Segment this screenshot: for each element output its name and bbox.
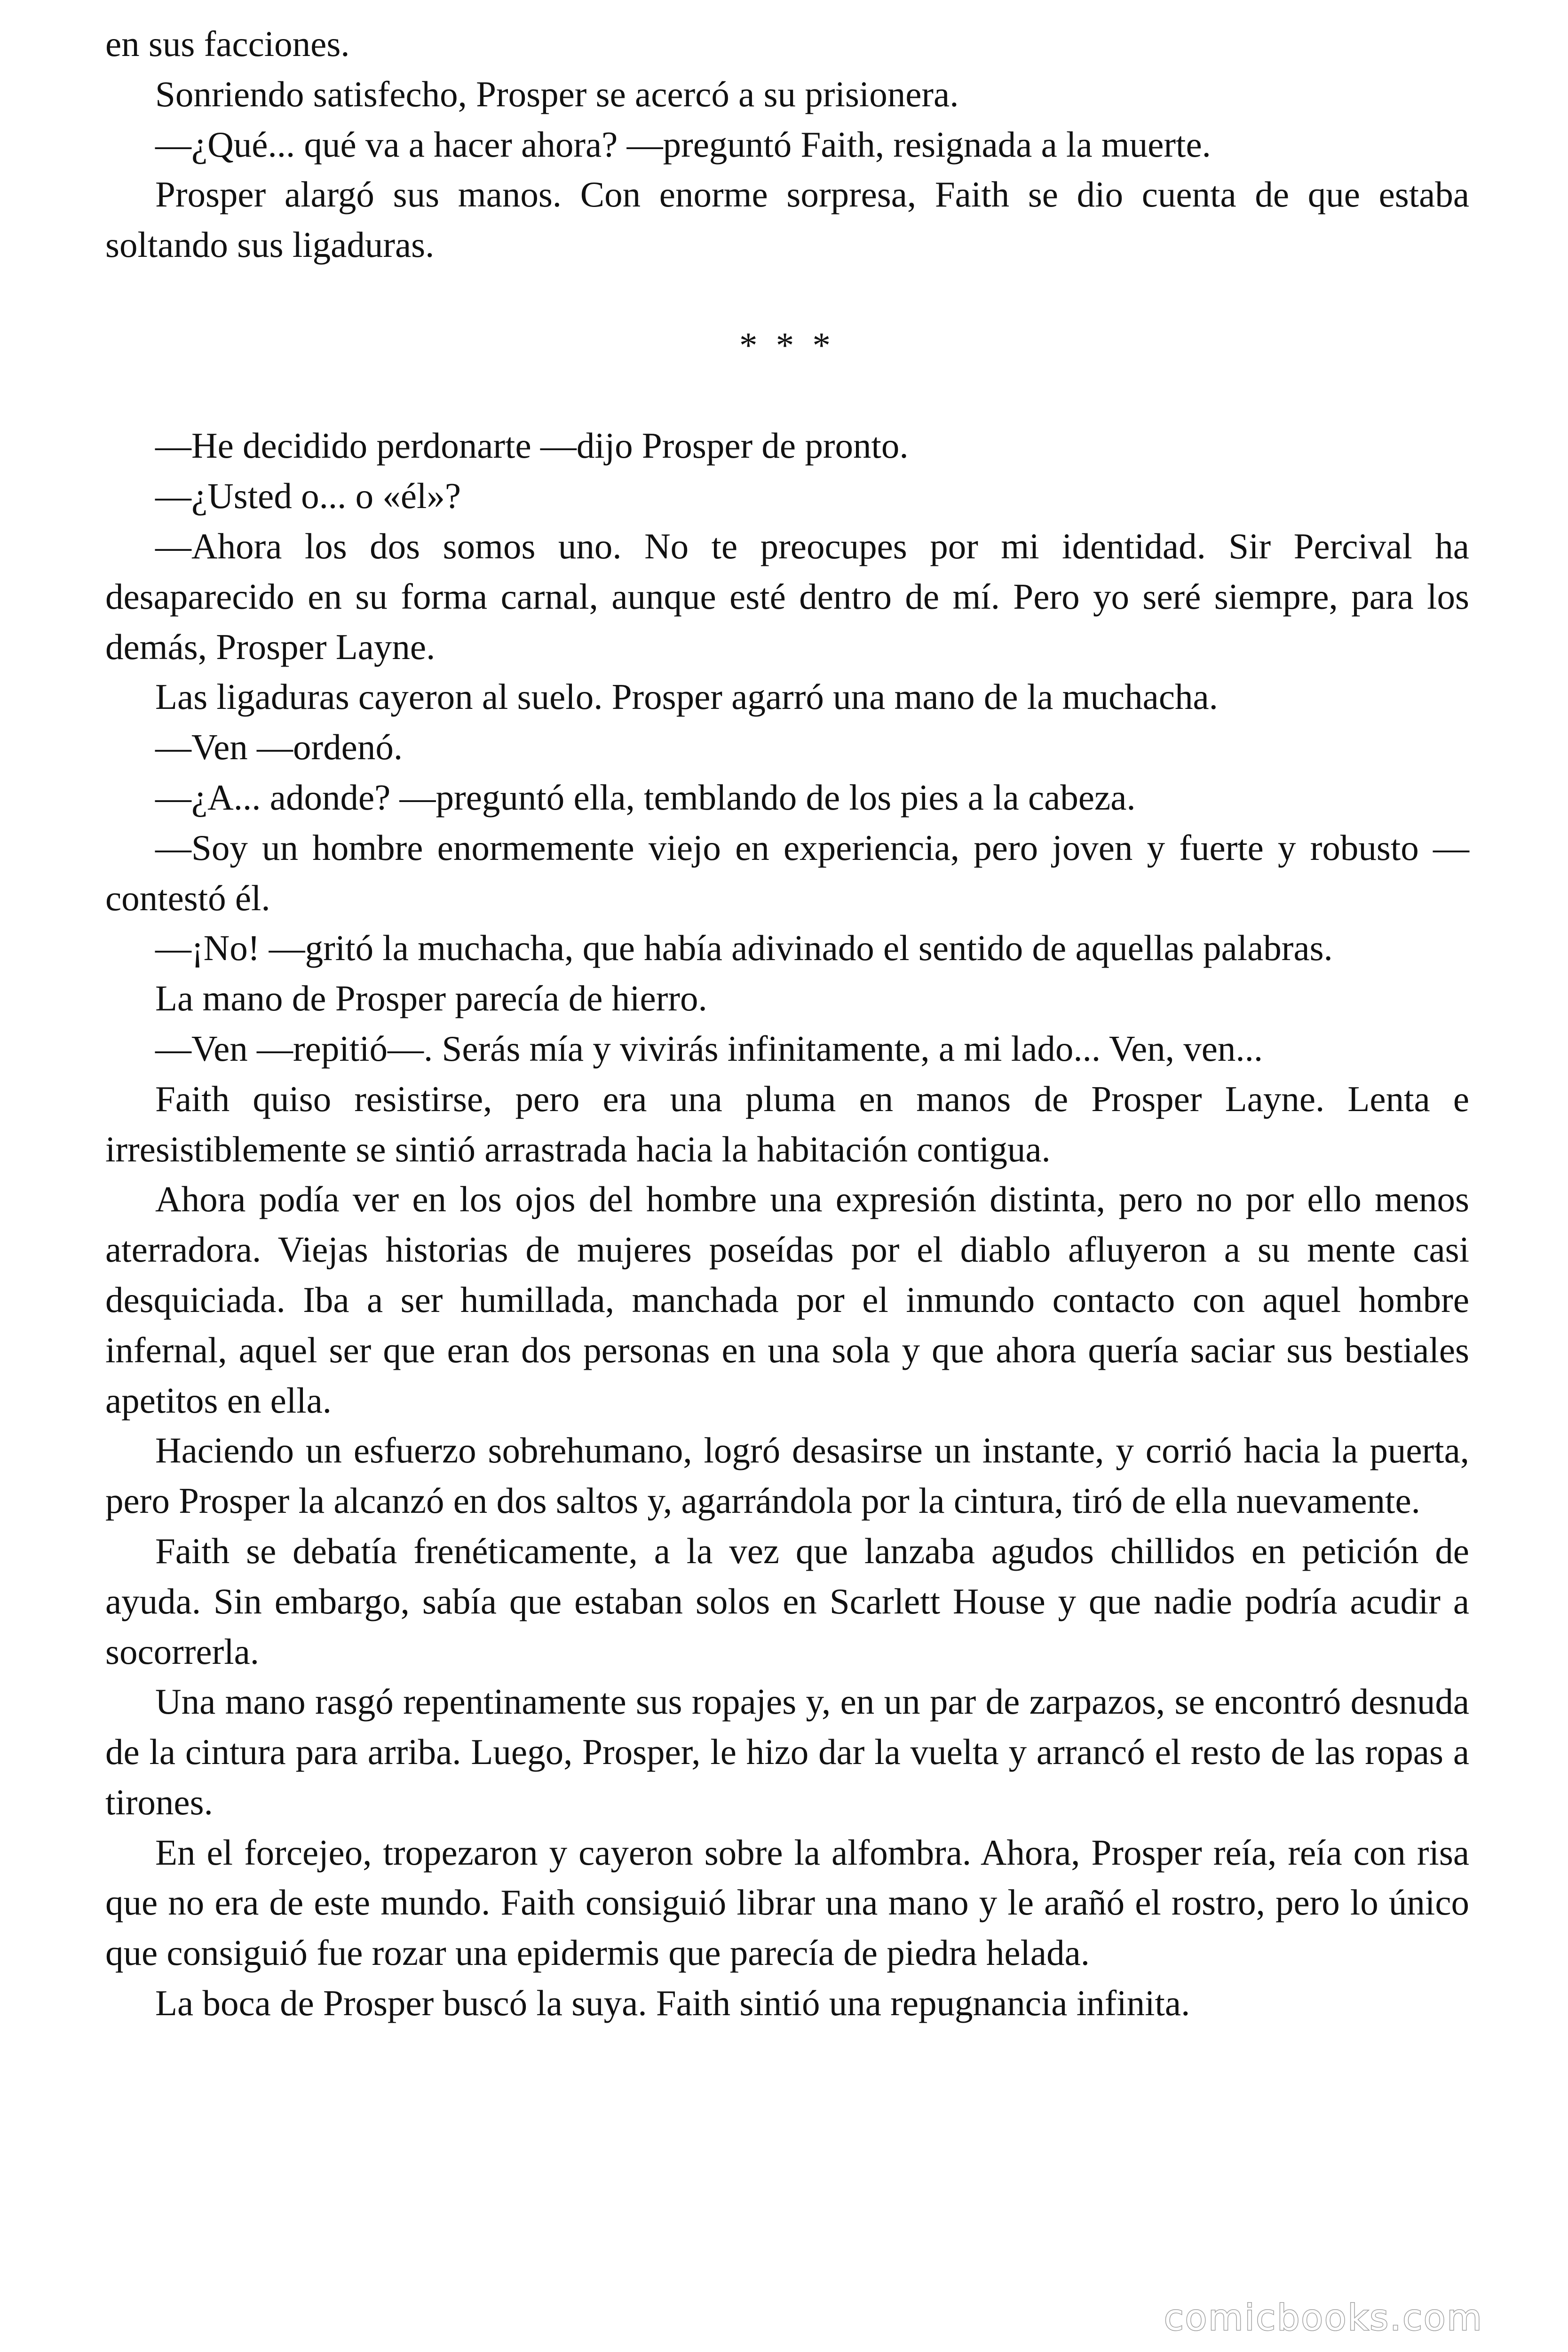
paragraph: —¿Qué... qué va a hacer ahora? —preguntó Faith, resignada a la muerte.: [155, 124, 1211, 165]
paragraph: Ahora podía ver en los ojos del hombre una expresión distinta, pero no por ello menos aterradora. Viejas historias de mujeres poseídas por el diablo afluyeron a su mente casi desquiciada. Iba a ser humillada, manchada por el inmundo contacto con aquel hombre infernal, aquel ser que eran dos personas en una sola y que ahora quería saciar sus bestiales apetitos en ella.: [105, 1179, 1469, 1421]
paragraph: Faith quiso resistirse, pero era una pluma en manos de Prosper Layne. Lenta e irresistiblemente se sintió arrastrada hacia la habitación contigua.: [105, 1078, 1469, 1169]
paragraph: —Ven —ordenó.: [155, 727, 403, 768]
paragraph: —Soy un hombre enormemente viejo en experiencia, pero joven y fuerte y robusto —contestó él.: [105, 827, 1469, 918]
paragraph: —He decidido perdonarte —dijo Prosper de pronto.: [155, 425, 909, 466]
paragraph: Faith se debatía frenéticamente, a la vez que lanzaba agudos chillidos en petición de ayuda. Sin embargo, sabía que estaban solos en Scarlett House y que nadie podría acudir a socorrerla.: [105, 1530, 1469, 1672]
paragraph: Sonriendo satisfecho, Prosper se acercó a su prisionera.: [155, 73, 959, 114]
paragraph: Haciendo un esfuerzo sobrehumano, logró desasirse un instante, y corrió hacia la puerta, pero Prosper la alcanzó en dos saltos y, agarrándola por la cintura, tiró de ella nuevamente.: [105, 1430, 1469, 1521]
paragraph: La mano de Prosper parecía de hierro.: [155, 978, 707, 1019]
paragraph: —Ven —repitió—. Serás mía y vivirás infinitamente, a mi lado... Ven, ven...: [155, 1028, 1263, 1069]
paragraph: —¿Usted o... o «él»?: [155, 476, 461, 516]
book-page-text: [105, 19, 1469, 2028]
paragraph: Las ligaduras cayeron al suelo. Prosper agarró una mano de la muchacha.: [155, 676, 1218, 717]
paragraph: —¡No! —gritó la muchacha, que había adivinado el sentido de aquellas palabras.: [155, 928, 1333, 969]
paragraph: Una mano rasgó repentinamente sus ropajes y, en un par de zarpazos, se encontró desnuda de la cintura para arriba. Luego, Prosper, le hizo dar la vuelta y arrancó el resto de las ropas a tirones.: [105, 1681, 1469, 1822]
paragraph: en sus facciones.: [105, 24, 350, 64]
watermark-text: comicbooks.com: [1164, 2296, 1483, 2338]
paragraph: —Ahora los dos somos uno. No te preocupes por mi identidad. Sir Percival ha desaparecido en su forma carnal, aunque esté dentro de mí. Pero yo seré siempre, para los demás, Prosper Layne.: [105, 525, 1469, 667]
paragraph: Prosper alargó sus manos. Con enorme sorpresa, Faith se dio cuenta de que estaba soltando sus ligaduras.: [105, 174, 1469, 265]
paragraph: En el forcejeo, tropezaron y cayeron sobre la alfombra. Ahora, Prosper reía, reía con risa que no era de este mundo. Faith consiguió librar una mano y le arañó el rostro, pero lo único que consiguió fue rozar una epidermis que parecía de piedra helada.: [105, 1832, 1469, 1973]
paragraph: —¿A... adonde? —preguntó ella, temblando de los pies a la cabeza.: [155, 777, 1136, 818]
scene-separator: * * *: [739, 325, 835, 366]
paragraph: La boca de Prosper buscó la suya. Faith sintió una repugnancia infinita.: [155, 1983, 1190, 2024]
